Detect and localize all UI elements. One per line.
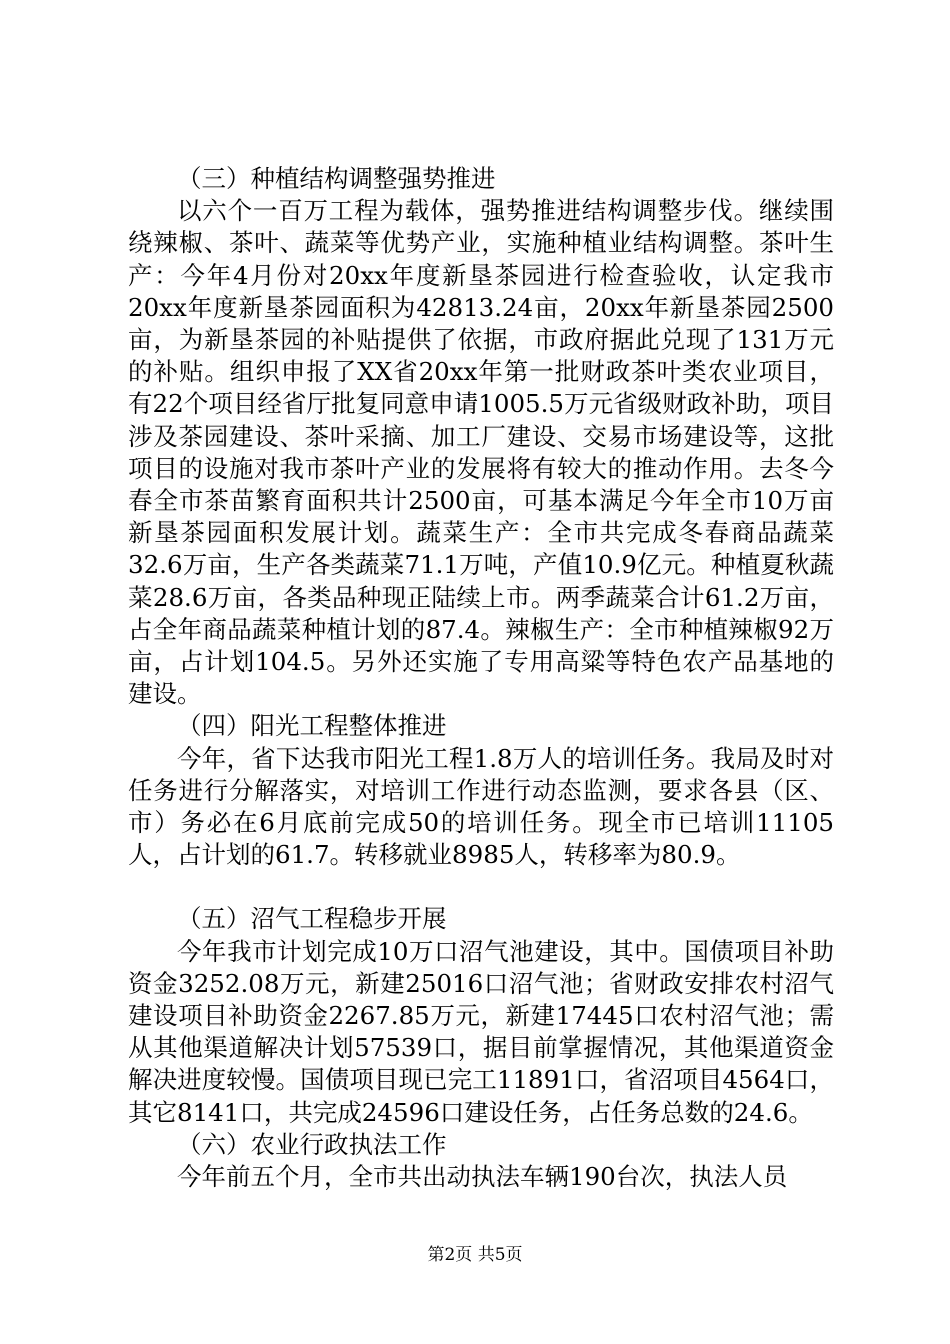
section-paragraph-5: 今年我市计划完成10万口沼气池建设，其中。国债项目补助资金3252.08万元，新建25016口沼气池；省财政安排农村沼气建设项目补助资金2267.85万元，新建17445口农村沼气池；需从其他渠道解决计划57539口，据目前掌握情况，其他渠道资金解决进度较慢。国债项目现已完工11891口，省沼项目4564口，其它8141口，共完成24596口建设任务，占任务总数的24.6。 bbox=[128, 936, 834, 1127]
paragraph-spacer bbox=[128, 871, 834, 903]
page-footer bbox=[0, 1245, 950, 1265]
document-body bbox=[128, 163, 834, 1193]
section-heading-6: （六）农业行政执法工作 bbox=[177, 1129, 447, 1159]
section-paragraph-6: 今年前五个月，全市共出动执法车辆190台次，执法人员 bbox=[177, 1162, 788, 1192]
page-number: 第2页 共5页 bbox=[427, 1245, 523, 1265]
section-heading-5: （五）沼气工程稳步开展 bbox=[177, 904, 447, 934]
section-paragraph-3: 以六个一百万工程为载体，强势推进结构调整步伐。继续围绕辣椒、茶叶、蔬菜等优势产业，实施种植业结构调整。茶叶生产：今年4月份对20xx年度新垦茶园进行检查验收，认定我市20xx年度新垦茶园面积为42813.24亩，20xx年新垦茶园2500亩，为新垦茶园的补贴提供了依据，市政府据此兑现了131万元的补贴。组织申报了XX省20xx年第一批财政茶叶类农业项目，有22个项目经省厅批复同意申请1005.5万元省级财政补助，项目涉及茶园建设、茶叶采摘、加工厂建设、交易市场建设等，这批项目的设施对我市茶叶产业的发展将有较大的推动作用。去冬今春全市茶苗繁育面积共计2500亩，可基本满足今年全市10万亩新垦茶园面积发展计划。蔬菜生产：全市共完成冬春商品蔬菜32.6万亩，生产各类蔬菜71.1万吨，产值10.9亿元。种植夏秋蔬菜28.6万亩，各类品种现正陆续上市。两季蔬菜合计61.2万亩，占全年商品蔬菜种植计划的87.4。辣椒生产：全市种植辣椒92万亩，占计划104.5。另外还实施了专用高粱等特色农产品基地的建设。 bbox=[128, 196, 834, 709]
section-paragraph-4: 今年，省下达我市阳光工程1.8万人的培训任务。我局及时对任务进行分解落实，对培训工作进行动态监测，要求各县（区、市）务必在6月底前完成50的培训任务。现全市已培训11105人，占计划的61.7。转移就业8985人，转移率为80.9。 bbox=[128, 743, 834, 870]
section-heading-4: （四）阳光工程整体推进 bbox=[177, 711, 447, 741]
section-heading-3: （三）种植结构调整强势推进 bbox=[177, 164, 496, 193]
